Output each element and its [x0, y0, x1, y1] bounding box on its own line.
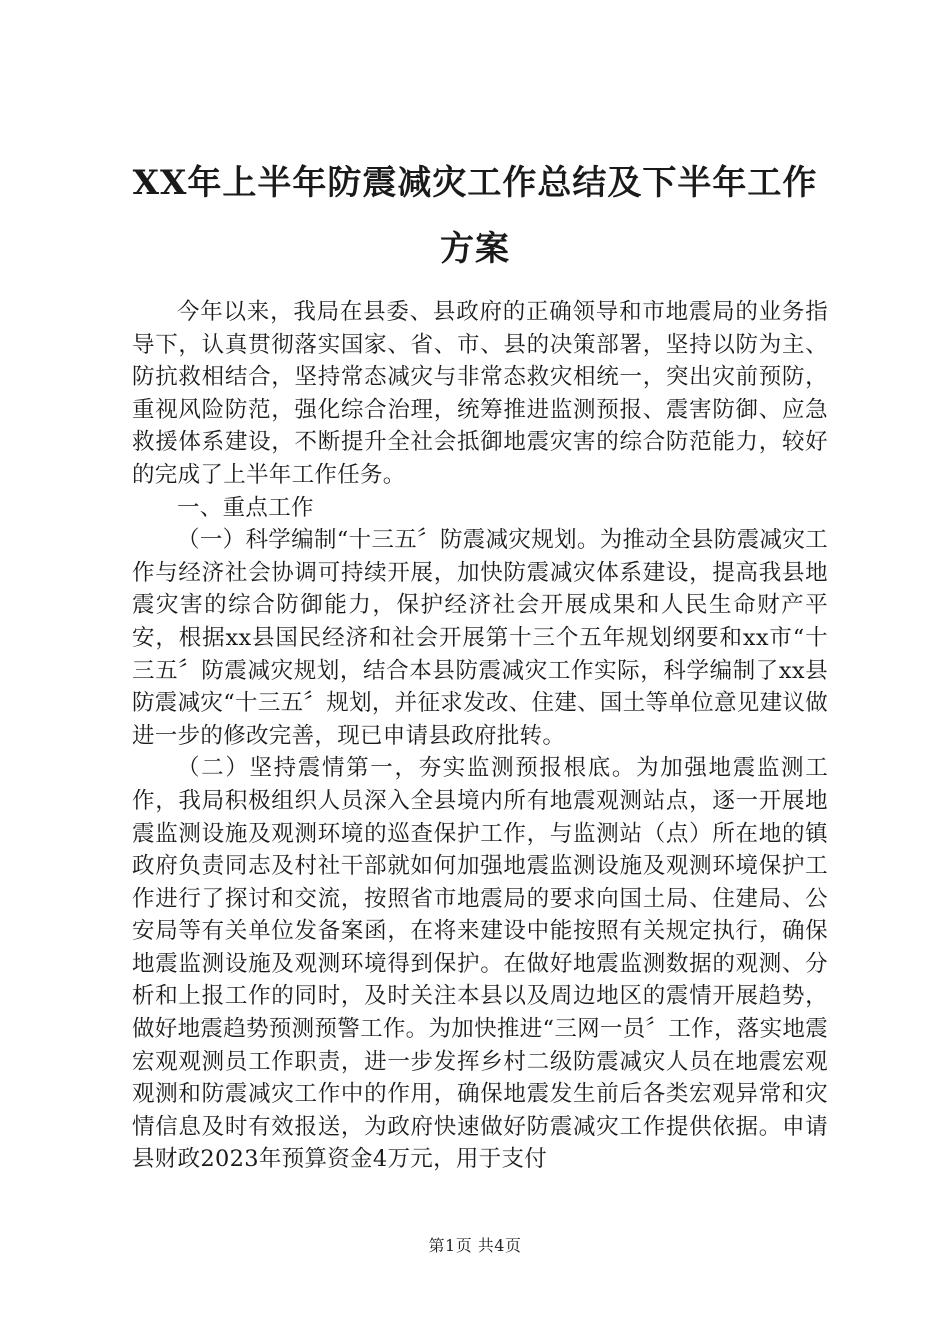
body-paragraph: （一）科学编制“十三五〞防震减灾规划。为推动全县防震减灾工作与经济社会协调可持续开展，加快防震减灾体系建设，提高我县地震灾害的综合防御能力，保护经济社会开展成果和人民生命财产平安，根据xx县国民经济和社会开展第十三个五年规划纲要和xx市“十三五〞防震减灾规划，结合本县防震减灾工作实际，科学编制了xx县防震减灾“十三五〞规划，并征求发改、住建、国土等单位意见建议做进一步的修改完善，现已申请县政府批转。 — [132, 527, 828, 749]
section-heading: 一、重点工作 — [177, 494, 314, 521]
document-title-line-1: XX年上半年防震减灾工作总结及下半年工作 — [132, 163, 818, 203]
document-body — [132, 296, 828, 1176]
document-title-line-2: 方案 — [440, 229, 510, 269]
page-number-footer: 第1页 共4页 — [428, 1236, 522, 1255]
intro-paragraph: 今年以来，我局在县委、县政府的正确领导和市地震局的业务指导下，认真贯彻落实国家、省、市、县的决策部署，坚持以防为主、防抗救相结合，坚持常态减灾与非常态救灾相统一，突出灾前预防，重视风险防范，强化综合治理，统筹推进监测预报、震害防御、应急救援体系建设，不断提升全社会抵御地震灾害的综合防范能力，较好的完成了上半年工作任务。 — [132, 299, 828, 488]
body-paragraph: （二）坚持震情第一，夯实监测预报根底。为加强地震监测工作，我局积极组织人员深入全县境内所有地震观测站点，逐一开展地震监测设施及观测环境的巡查保护工作，与监测站（点）所在地的镇政府负责同志及村社干部就如何加强地震监测设施及观测环境保护工作进行了探讨和交流，按照省市地震局的要求向国土局、住建局、公安局等有关单位发备案函，在将来建设中能按照有关规定执行，确保地震监测设施及观测环境得到保护。在做好地震监测数据的观测、分析和上报工作的同时，及时关注本县以及周边地区的震情开展趋势，做好地震趋势预测预警工作。为加快推进“三网一员〞工作，落实地震宏观观测员工作职责，进一步发挥乡村二级防震减灾人员在地震宏观观测和防震减灾工作中的作用，确保地震发生前后各类宏观异常和灾情信息及时有效报送，为政府快速做好防震减灾工作提供依据。申请县财政2023年预算资金4万元，用于支付 — [132, 755, 828, 1173]
